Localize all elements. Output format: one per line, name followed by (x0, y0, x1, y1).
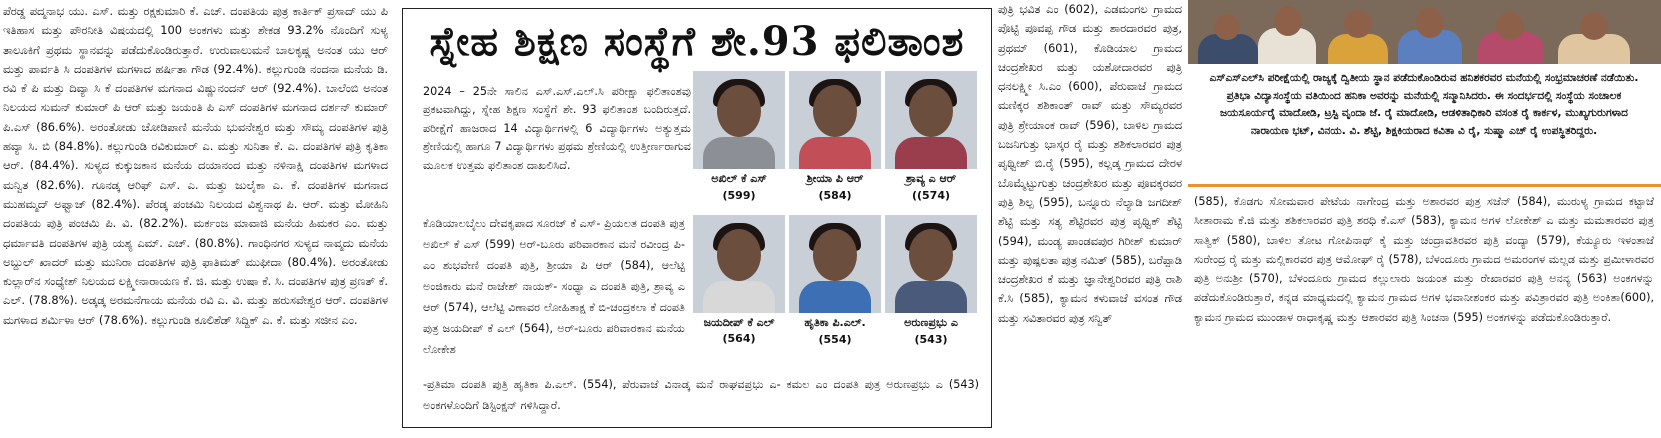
student-shirt (895, 281, 967, 313)
student-score: (599) (722, 189, 756, 202)
student-shirt (799, 137, 871, 169)
student-shirt (703, 281, 775, 313)
student-score: ((574) (911, 189, 951, 202)
celebration-photo (1188, 0, 1661, 64)
article-box (402, 8, 992, 428)
student-name: ಶ್ರಾವ್ಯ ಎ ಆರ್ (905, 172, 957, 185)
student-name: ಶ್ರೀಯಾ ಪಿ ಆರ್ (806, 172, 864, 185)
student-score: (584) (818, 189, 852, 202)
student-photo (693, 215, 785, 347)
student-shirt (799, 281, 871, 313)
student-portrait (885, 215, 977, 313)
student-score: (554) (818, 333, 852, 346)
column-3-text: ಪುತ್ರಿ ಭವಿತ ಎಂ (602), ಎಡಮಂಗಲ ಗ್ರಾಮದ ಪೊಟ್ಟಿ ಪೂವಪ್ಪ ಗೌಡ ಮತ್ತು ಶಾರದಾರವರ ಪುತ್ರ, ಪ್ರಥಮ್ (601), ಕೊಡಿಯಾಲ ಗ್ರಾಮದ ಚಂದ್ರಶೇಖರ ಮತ್ತು ಯಶೋದಾರವರ ಪುತ್ರಿ ಧನಲಕ್ಷ್ಮೀ ಸಿ.ಎಂ (600), ಪೆರುವಾಜೆ ಗ್ರಾಮದ ಮಣಿಕ್ಕರ ಶಶಿಕಾಂತ್ ರಾವ್ ಮತ್ತು ಸೌಮ್ಯರವರ ಪುತ್ರಿ ಶ್ರೇಯಾಂಕ ರಾವ್ (596), ಬಾಳಿಲ ಗ್ರಾಮದ ಬಜನಿಗುತ್ತು ಭಾಸ್ಕರ ರೈ ಮತ್ತು ಶಶಿಕಲಾರವರ ಪುತ್ರ ಪೃಥ್ವೀಶ್ ಬಿ.ರೈ (595), ಕಲ್ಲಡ್ಕ ಗ್ರಾಮದ ದೇರಳ ಬೊಮ್ಮೆಟ್ಟುಗುತ್ತು ಚಂದ್ರಶೇಖರ ಮತ್ತು ಪೂವಕ್ಕರವರ ಪುತ್ರಿ ಶಿಲ್ಪ (595), ಬನ್ನೂರು ನೆಲ್ಯಾಡಿ ಜಗದೀಶ್ ಶೆಟ್ಟಿ ಮತ್ತು ಸತ್ಯ ಶೆಟ್ಟಿರವರ ಪುತ್ರ ಪೃಥ್ವಿಕ್ ಶೆಟ್ಟಿ (594), ಮಂಡ್ಯ ಪಾಂಡವಪುರ ಗಿರೀಶ್ ಕುಮಾರ್ ಮತ್ತು ಪುಷ್ಪಲತಾ ಪುತ್ರ ನಮಿತ್ (585), ಬರೆಪ್ಪಾಡಿ ಚಂದ್ರಶೇಖರ ಕೆ ಮತ್ತು ಜ್ಞಾನೇಶ್ವರಿರವರ ಪುತ್ರಿ ರಾಶಿ ಕೆ.ಸಿ (585), ಕ್ಯಾಮನ ಕಳುವಾಜೆ ವಸಂತ ಗೌಡ ಮತ್ತು ಸವಿತಾರವರ ಪುತ್ರ ಸನ್ವಿತ್ (998, 3, 1182, 325)
article-body-text: ಕೊಡಿಯಾಲಬೈಲು ದೇವಕೃಪಾದ ಸೂರಜ್ ಕೆ ಎಸ್- ಪ್ರಿಯಲತ ದಂಪತಿ ಪುತ್ರ ಅಖಿಲ್ ಕೆ ಎಸ್ (599) ಅರ್-ಬೂರು ಪರಿವಾರಕಾನ ಮನೆ ರವೀಂದ್ರ ಪಿ- ಎಂ ಶುಭವೇಣಿ ದಂಪತಿ ಪುತ್ರಿ, ಶ್ರೀಯಾ ಪಿ ಆರ್ (584), ಆಲೆಟ್ಟಿ ಅಂಜಿಕಾರು ಮನೆ ರಾಜೇಶ್ ನಾಯಕ್- ಸಂಧ್ಯಾ ಎ ದಂಪತಿ ಪುತ್ರಿ, ಶ್ರಾವ್ಯ ಎ ಆರ್ (574), ಆಲೆಟ್ಟಿ ವಿಣಾವರ ಲೋಹಿತಾಕ್ಷ ಕೆ ಬಿ-ಚಂದ್ರಕಲಾ ಕೆ ದಂಪತಿ ಪುತ್ರ ಜಯದೀಪ್ ಕೆ ಎಲ್ (564), ಅರ್-ಬೂರು ಪರಿವಾರಕಾನ ಮನೆಯ ಲೋಕೇಶ (423, 217, 685, 356)
article-intro (423, 83, 691, 175)
student-name: ಅರುಣಪ್ರಭು ಎ (904, 316, 958, 329)
student-photo (789, 215, 881, 349)
student-photo (693, 71, 785, 205)
column-1-text: ಪೆರಡ್ಡ ಪದ್ಮನಾಭ ಯು. ಎಸ್. ಮತ್ತು ರಕ್ಷಕುಮಾರಿ ಕೆ. ಎಚ್. ದಂಪತಿಯ ಪುತ್ರ ಕಾರ್ತಿಕ್ ಪ್ರಸಾದ್ ಯು ಪಿ ಇತಿಹಾಸ ಮತ್ತು ಪೌರನೀತಿ ವಿಷಯದಲ್ಲಿ 100 ಅಂಕಗಳು ಮತ್ತು ಶೇಕಡ 93.2% ನೊಂದಿಗೆ ಸುಳ್ಯ ತಾಲೂಕಿಗೆ ಪ್ರಥಮ ಸ್ಥಾನವನ್ನು ಪಡೆದುಕೊಂಡಿರುತ್ತಾರೆ. ಉರುವಾಲುಮನೆ ಬಾಲಕೃಷ್ಣ ಅನಂತ ಯು ಆರ್ ಮತ್ತು ಪಾರ್ವತಿ ಸಿ ದಂಪತಿಗಳ ಮಗಳಾದ ಹರ್ಷಿತಾ ಗೌಡ (92.4%). ಕಲ್ಲುಗುಂಡಿ ನಂದನಾ ಮನೆಯ ಡಿ. ರವಿ ಕೆ ಪಿ ಮತ್ತು ದಿವ್ಯಾ ಸಿ ಕೆ ದಂಪತಿಗಳ ಮಗನಾದ ವಿಷ್ಣುನಂದನ್ ಆರ್ (92.4%). ಬಾಲೆಂಬಿ ಅನಂತ ನಿಲಯದ ಸುಮನ್ ಕುಮಾರ್ ಪಿ ಆರ್ ಮತ್ತು ಜಯಂತಿ ಪಿ ಎಸ್ ದಂಪತಿಗಳ ಮಗನಾದ ದರ್ಶನ್ ಕುಮಾರ್ ಪಿ.ಎಸ್ (86.6%). ಅರಂತೋಡು ಚೋಡಿಪಾಣಿ ಮನೆಯ ಭುವನೇಶ್ವರ ಮತ್ತು ಸೌಮ್ಯ ದಂಪತಿಗಳ ಪುತ್ರಿ ಹವ್ಯಾ ಸಿ. ಬಿ (84.8%). ಕಲ್ಲುಗುಂಡಿ ರವಿಕುಮಾರ್ ಎ. ಮತ್ತು ಸುನಿತಾ ಕೆ. ಎ. ದಂಪತಿಗಳ ಪುತ್ರಿ ಕೃತಿಕಾ ಆರ್. (84.4%). ಸುಳ್ಯದ ಕುಕ್ಕುಜಕಾನ ಮನೆಯ ದಯಾನಂದ ಮತ್ತು ನಳಿನಾಕ್ಷಿ ದಂಪತಿಗಳ ಮಗಳಾದ ಮನ್ವಿತ (82.6%). ಗೂನಡ್ಕ ಆರಿಫ್ ಎಸ್. ಎ. ಮತ್ತು ಜುಲೈಕಾ ಎ. ಕೆ. ದಂಪತಿಗಳ ಮಗನಾದ ಮುಹಮ್ಮದ್ ಅಫ್ವಾಜ್ (82.4%). ಪೆರಡ್ಕ ಪಂಚಮಿ ನಿಲಯದ ವಿಶ್ವನಾಥ ಪಿ. ಆರ್. ಮತ್ತು ಮೋಹಿನಿ ದಂಪತಿಯ ಪುತ್ರಿ ಪಂಚಮಿ ಪಿ. ವಿ. (82.2%). ಮರ್ಕಂಜ ಮಾವಾಜಿ ಮನೆಯ ಹಿಮಕರ ಎಂ. ಮತ್ತು ಧರ್ಮಾವತಿ ದಂಪತಿಗಳ ಪುತ್ರಿ ಯಶ್ಯ ಎಮ್. ಎಚ್. (80.8%). ಗಾಂಧಿನಗರ ಸುಳ್ಯದ ನಾವ್ಮದು ಮನೆಯ ಅಬ್ದುಲ್ ಖಾದರ್ ಮತ್ತು ಮುನಿರಾ ದಂಪತಿಗಳ ಪುತ್ರಿ ಫಾತಿಮತ್ ಮುಫೀದಾ (80.4%). ಅರಂತೋಡು ಕುಲ್ಲಾರ್‌ನ ಸಂಧ್ಯೇಶ್ ನಿಲಯದ ಲಕ್ಷ್ಮೀನಾರಾಯಣ ಕೆ. ಜಿ. ಮತ್ತು ಉಷಾ ಕೆ. ಸಿ. ದಂಪತಿಗಳ ಪುತ್ರ ಪ್ರಣತ್ ಕೆ. ಎಲ್. (78.8%). ಅಡ್ಕಡ್ಕ ಅರಮನೆಗಾಯ ಮನೆಯ ರವಿ ಎ. ವಿ. ಮತ್ತು ಹರುಸವೇಶ್ವರ ಆರ್. ದಂಪತಿಗಳ ಮಗಳಾದ ಶರ್ಮಿಳಾ ಆರ್ (78.6%). ಕಲ್ಲುಗುಂಡಿ ಕೂಲಿಶೆಡ್ ಸಿದ್ದಿಕ್ ಎ. ಕೆ. ಮತ್ತು ಸಜೀನ ಎಂ. (3, 4, 388, 327)
student-portrait (885, 71, 977, 169)
column-4-text: (585), ಕೊಡಗು ಸೋಮವಾರ ಪೇಟೆಯ ನಾಗೇಂದ್ರ ಮತ್ತು ಅಶಾರವರ ಪುತ್ರ ಸಜೆನ್ (584), ಮುರುಳ್ಯ ಗ್ರಾಮದ ಕಟ್ಟಾಜೆ ಸೀತಾರಾಮ ಕೆ.ಜಿ ಮತ್ತು ಶಶಿಕಲಾರವರ ಪುತ್ರಿ ಶರಧಿ ಕೆ.ಎಸ್ (583), ಕ್ಯಾಮನ ಅಗಳ ಲೋಕೇಶ್ ಎ ಮತ್ತು ಮಮತಾರವರ ಪುತ್ರ ಸಾತ್ವಿಕ್ (580), ಬಾಳಿಲ ತೋಟ ಗೋಪಿನಾಥ್ ಕೈ ಮತ್ತು ಚಂದ್ರಾವತಿರವರ ಪುತ್ರಿ ವಂದ್ಯಾ (579), ಕೆಯ್ಯೂರು ಇಳಂತಾಜೆ ಸುರೇಂದ್ರ ರೈ ಮತ್ತು ಮಲ್ಲಿಕಾರವರ ಪುತ್ರ ಆಮೋಘ್ ರೈ (578), ಬೆಳಂದೂರು ಗ್ರಾಮದ ಅಮರಂಗಳ ಮಲ್ಲಡ ಮತ್ತು ಪ್ರಮೀಳಾರವರ ಪುತ್ರಿ ಅನುಶ್ರೀ (570), ಬೆಳಂದೂರು ಗ್ರಾಮದ ಕಲ್ಲುಲಾರು ಜಯಂತ ಮತ್ತು ರೇಖಾರವರ ಪುತ್ರಿ ಅನನ್ಯ (563) ಅಂಕಗಳನ್ನು ಪಡೆದುಕೊಂಡಿರುತ್ತಾರೆ, ಕನ್ನಡ ಮಾಧ್ಯಮದಲ್ಲಿ ಕ್ಯಾಮನ ಗ್ರಾಮದ ಅಗಳ ಭವಾನೀಶಂಕರ ಮತ್ತು ಪವಿತ್ರಾರವರ ಪುತ್ರಿ ಅಂಕಿತಾ(600), ಕ್ಯಾಮನ ಗ್ರಾಮದ ಮುಂಡಾಳ ರಾಧಾಕೃಷ್ಣ ಮತ್ತು ಆಶಾರವರ ಪುತ್ರಿ ಸಿಂಚನಾ (595) ಅಂಕಗಳನ್ನು ಪಡೆದುಕೊಂಡಿರುತ್ತಾರೆ. (1194, 195, 1654, 324)
student-name: ಹೃತಿಕಾ ಪಿ.ಎಲ್. (804, 316, 866, 329)
student-name: ಜಯದೀಪ್ ಕೆ ಎಲ್ (564) (703, 316, 775, 345)
column-1 (0, 0, 392, 438)
article-closing-text: -ಪ್ರತಿಮಾ ದಂಪತಿ ಪುತ್ರಿ ಹೃತಿಕಾ ಪಿ.ಎಲ್. (554), ಪೆರುವಾಜೆ ವಿನಾಡ್ಕ ಮನೆ ರಾಘವಪ್ರಭು ಎ- ಕಮಲ ಎಂ ದಂಪತಿ ಪುತ್ರ ಅರುಣಪ್ರಭು ಎ (543) ಅಂಕಗಳೊಂದಿಗೆ ಡಿಸ್ಟಿಂಕ್ಷನ್ ಗಳಿಸಿದ್ದಾರೆ. (423, 378, 979, 412)
student-name: ಅಖಿಲ್ ಕೆ ಎಸ್ (711, 172, 767, 185)
student-portrait (693, 215, 785, 313)
student-portrait (693, 71, 785, 169)
column-4 (1190, 192, 1658, 438)
student-portrait (789, 71, 881, 169)
student-portrait (789, 215, 881, 313)
student-shirt (703, 137, 775, 169)
student-score: (543) (914, 333, 948, 346)
student-photo (789, 71, 881, 205)
photo-caption: ಎಸ್‌ಎಸ್‌ಎಲ್‌ಸಿ ಪರೀಕ್ಷೆಯಲ್ಲಿ ರಾಜ್ಯಕ್ಕೆ ದ್ವಿತೀಯ ಸ್ಥಾನ ಪಡೆದುಕೊಂಡಿರುವ ಹನಿಶಕರವರ ಮನೆಯಲ್ಲಿ ಸಂಭ್ರಮಾಚರಣೆ ನಡೆಯಿತು. ಪ್ರತಿಭಾ ವಿದ್ಯಾಸಂಸ್ಥೆಯ ವತಿಯಿಂದ ಹನಿಕಾ ಅವರನ್ನು ಮನೆಯಲ್ಲಿ ಸನ್ಮಾನಿಸಿದರು. ಈ ಸಂದರ್ಭದಲ್ಲಿ ಸಂಸ್ಥೆಯ ಸಂಚಾಲಕ ಜಯಸೂರ್ಯರೈ ಮಾದೋಡಿ, ಟ್ರಸ್ಟಿ ವೃಂದಾ ಜೆ. ರೈ ಮಾದೋಡಿ, ಆಡಳಿತಾಧಿಕಾರಿ ವಸಂತ ರೈ ಕಾರ್ಕಳ, ಮುಖ್ಯಗುರುಗಳಾದ ನಾರಾಯಣ ಭಟ್, ವಿನಯ. ವಿ. ಶೆಟ್ಟಿ, ಶಿಕ್ಷಕಿಯರಾದ ಕವಿತಾ ವಿ ರೈ, ಸುಷ್ಮಾ ಎಚ್ ರೈ ಉಪಸ್ಥಿತರಿದ್ದರು. (1209, 72, 1639, 137)
article-headline: ಸ್ನೇಹ ಶಿಕ್ಷಣ ಸಂಸ್ಥೆಗೆ ಶೇ.93 ಫಲಿತಾಂಶ (429, 18, 965, 65)
student-photo (885, 71, 977, 205)
article-body (423, 213, 685, 360)
article-intro-text: 2024 – 25ನೇ ಸಾಲಿನ ಎಸ್.ಎಸ್.ಎಲ್.ಸಿ ಪರೀಕ್ಷಾ ಫಲಿತಾಂಶವು ಪ್ರಕಟವಾಗಿದ್ದು, ಸ್ನೇಹ ಶಿಕ್ಷಣ ಸಂಸ್ಥೆಗೆ ಶೇ. 93 ಫಲಿತಾಂಶ ಬಂದಿರುತ್ತದೆ. ಪರೀಕ್ಷೆಗೆ ಹಾಜರಾದ 14 ವಿದ್ಯಾರ್ಥಿಗಳಲ್ಲಿ 6 ವಿದ್ಯಾರ್ಥಿಗಳು ಅತ್ಯುತ್ತಮ ಶ್ರೇಣಿಯಲ್ಲಿ ಹಾಗೂ 7 ವಿದ್ಯಾರ್ಥಿಗಳು ಪ್ರಥಮ ಶ್ರೇಣಿಯಲ್ಲಿ ಉತ್ತೀರ್ಣರಾಗುವ ಮೂಲಕ ಉತ್ತಮ ಫಲಿತಾಂಶ ದಾಖಲಿಸಿದೆ. (423, 85, 691, 172)
article-closing (423, 374, 979, 416)
divider (1188, 184, 1661, 187)
student-photo (885, 215, 977, 349)
student-shirt (895, 137, 967, 169)
column-3 (996, 0, 1184, 438)
